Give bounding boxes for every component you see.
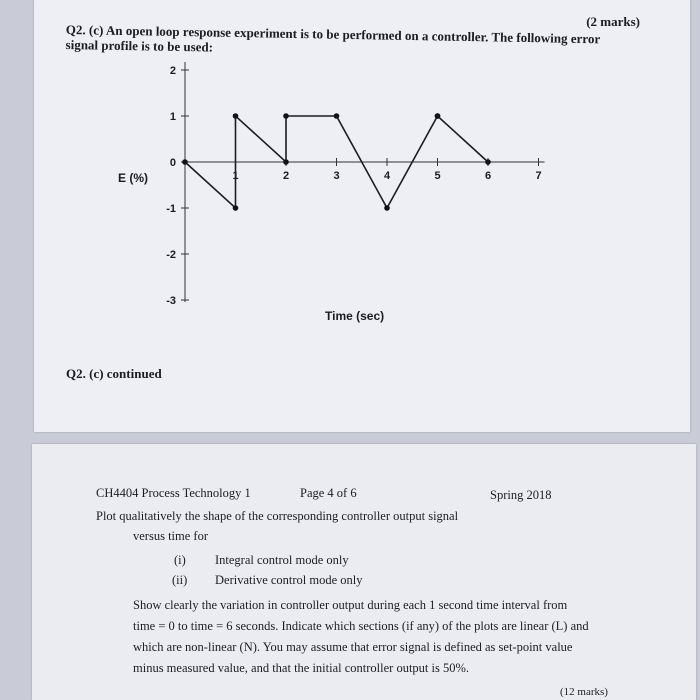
y-tick-label-5: -3 bbox=[166, 295, 176, 307]
y-tick-label-2: 0 bbox=[169, 157, 176, 169]
term-label: Spring 2018 bbox=[490, 488, 552, 502]
y-tick-label-0: 2 bbox=[169, 65, 176, 77]
data-point-1 bbox=[233, 205, 239, 211]
marks-top: (2 marks) bbox=[586, 14, 640, 29]
x-tick-label-6: 6 bbox=[484, 170, 492, 182]
marks-bottom: (12 marks) bbox=[560, 686, 608, 698]
chart-axes bbox=[183, 62, 545, 302]
x-tick-label-1: 1 bbox=[232, 170, 239, 182]
instruction-line-1: Plot qualitatively the shape of the corresponding controller output signal bbox=[96, 509, 459, 523]
item-2-text: Derivative control mode only bbox=[215, 573, 363, 587]
paragraph-line-1: Show clearly the variation in controller output during each 1 second time interval from bbox=[133, 598, 568, 612]
course-title: CH4404 Process Technology 1 bbox=[96, 486, 251, 500]
y-tick-label-3: -1 bbox=[166, 203, 176, 215]
chart-ticks bbox=[166, 65, 541, 307]
item-2-number: (ii) bbox=[172, 573, 188, 587]
paragraph-line-2: time = 0 to time = 6 seconds. Indicate which sections (if any) of the plots are linear (L) and bbox=[133, 619, 589, 633]
x-tick-label-3: 3 bbox=[333, 170, 340, 182]
data-point-2 bbox=[233, 113, 239, 119]
paragraph-line-4: minus measured value, and that the initial controller output is 50%. bbox=[133, 661, 470, 675]
data-point-4 bbox=[283, 113, 289, 119]
question-title: Q2. (c) An open loop response experiment is to be performed on a controller. The following error signal profile is to be used: bbox=[65, 22, 601, 55]
y-tick-label-1: 1 bbox=[169, 111, 176, 123]
chart-x-label: Time (sec) bbox=[325, 309, 385, 323]
data-point-8 bbox=[435, 113, 441, 119]
data-point-6 bbox=[384, 205, 390, 211]
x-tick-label-2: 2 bbox=[282, 170, 290, 182]
data-point-5 bbox=[334, 113, 340, 119]
continued-label: Q2. (c) continued bbox=[66, 366, 162, 381]
y-tick-label-4: -2 bbox=[166, 249, 176, 261]
item-1-number: (i) bbox=[174, 553, 186, 567]
data-point-0 bbox=[182, 159, 188, 165]
data-point-3 bbox=[283, 159, 289, 165]
item-1-text: Integral control mode only bbox=[215, 553, 349, 567]
x-tick-label-7: 7 bbox=[535, 170, 542, 182]
paragraph-line-3: which are non-linear (N). You may assume that error signal is defined as set-point value bbox=[133, 640, 573, 654]
chart-y-label: E (%) bbox=[118, 171, 148, 185]
instruction-line-2: versus time for bbox=[133, 529, 208, 543]
x-tick-label-5: 5 bbox=[434, 170, 441, 182]
error-signal-chart bbox=[100, 55, 560, 335]
x-tick-label-4: 4 bbox=[383, 170, 391, 182]
page-number: Page 4 of 6 bbox=[300, 486, 357, 500]
data-point-9 bbox=[485, 159, 491, 165]
